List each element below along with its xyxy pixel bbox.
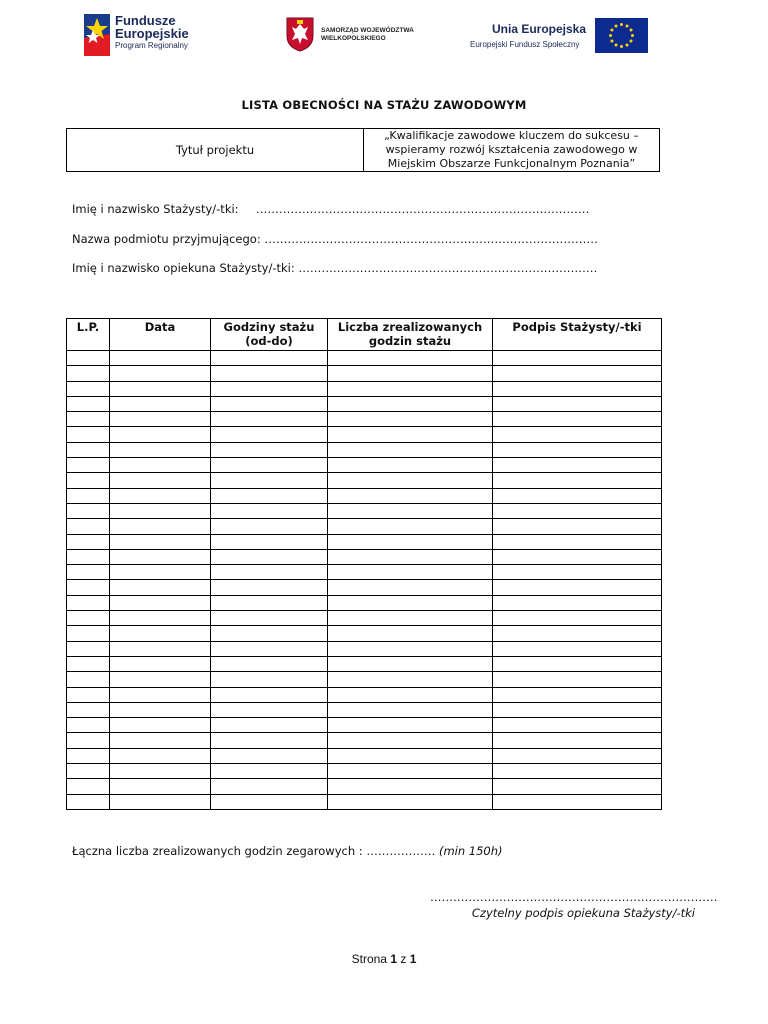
table-row bbox=[67, 641, 662, 656]
eu-star-icon bbox=[620, 23, 623, 26]
fe-line3: Program Regionalny bbox=[115, 41, 188, 50]
cell-hours bbox=[211, 641, 328, 656]
cell-signature bbox=[493, 687, 662, 702]
cell-hours bbox=[211, 473, 328, 488]
cell-hours bbox=[211, 764, 328, 779]
intern-name-dots: …………………………………………………………………………… bbox=[255, 202, 590, 216]
eu-star-icon bbox=[610, 29, 613, 32]
cell-lp bbox=[67, 580, 110, 595]
header-signature: Podpis Stażysty/-tki bbox=[493, 319, 662, 351]
cell-signature bbox=[493, 656, 662, 671]
page-word: Strona bbox=[351, 952, 387, 966]
cell-count bbox=[328, 733, 493, 748]
cell-lp bbox=[67, 366, 110, 381]
header-count: Liczba zrealizowanych godzin stażu bbox=[328, 319, 493, 351]
eu-star-icon bbox=[610, 40, 613, 43]
cell-hours bbox=[211, 534, 328, 549]
cell-count bbox=[328, 595, 493, 610]
cell-signature bbox=[493, 427, 662, 442]
cell-signature bbox=[493, 366, 662, 381]
cell-hours bbox=[211, 549, 328, 564]
header-hours: Godziny stażu (od-do) bbox=[211, 319, 328, 351]
signature-dots: ………………………………………………………………… bbox=[430, 890, 718, 904]
host-name-dots: …………………………………………………………………………… bbox=[264, 232, 598, 246]
table-row bbox=[67, 458, 662, 473]
table-header-row bbox=[67, 319, 662, 351]
table-row bbox=[67, 549, 662, 564]
cell-date bbox=[110, 641, 211, 656]
cell-signature bbox=[493, 381, 662, 396]
cell-count bbox=[328, 442, 493, 457]
cell-count bbox=[328, 534, 493, 549]
cell-signature bbox=[493, 672, 662, 687]
cell-signature bbox=[493, 641, 662, 656]
cell-signature bbox=[493, 412, 662, 427]
cell-hours bbox=[211, 595, 328, 610]
cell-signature bbox=[493, 702, 662, 717]
fe-star-icon bbox=[84, 14, 110, 56]
cell-date bbox=[110, 519, 211, 534]
cell-hours bbox=[211, 672, 328, 687]
cell-signature bbox=[493, 779, 662, 794]
cell-hours bbox=[211, 702, 328, 717]
cell-date bbox=[110, 702, 211, 717]
cell-date bbox=[110, 458, 211, 473]
table-row bbox=[67, 733, 662, 748]
cell-hours bbox=[211, 656, 328, 671]
eu-star-icon bbox=[630, 29, 633, 32]
cell-date bbox=[110, 503, 211, 518]
table-row bbox=[67, 534, 662, 549]
cell-lp bbox=[67, 549, 110, 564]
table-row bbox=[67, 396, 662, 411]
cell-hours bbox=[211, 779, 328, 794]
cell-count bbox=[328, 412, 493, 427]
document-title: LISTA OBECNOŚCI NA STAŻU ZAWODOWYM bbox=[241, 98, 527, 112]
cell-signature bbox=[493, 503, 662, 518]
cell-lp bbox=[67, 718, 110, 733]
table-row bbox=[67, 519, 662, 534]
signature-label: Czytelny podpis opiekuna Stażysty/-tki bbox=[471, 906, 695, 920]
cell-lp bbox=[67, 473, 110, 488]
cell-signature bbox=[493, 595, 662, 610]
cell-hours bbox=[211, 687, 328, 702]
cell-lp bbox=[67, 779, 110, 794]
cell-signature bbox=[493, 580, 662, 595]
tutor-name-field bbox=[72, 261, 597, 275]
cell-date bbox=[110, 549, 211, 564]
cell-date bbox=[110, 534, 211, 549]
fe-line2: Europejskie bbox=[115, 26, 189, 41]
total-hours-label: Łączna liczba zrealizowanych godzin zegarowych : bbox=[72, 844, 363, 858]
page-total: 1 bbox=[409, 952, 417, 966]
cell-hours bbox=[211, 412, 328, 427]
header-date: Data bbox=[110, 319, 211, 351]
cell-signature bbox=[493, 534, 662, 549]
cell-date bbox=[110, 779, 211, 794]
table-row bbox=[67, 488, 662, 503]
host-name-label: Nazwa podmiotu przyjmującego: bbox=[72, 232, 261, 246]
cell-count bbox=[328, 473, 493, 488]
cell-count bbox=[328, 488, 493, 503]
cell-count bbox=[328, 702, 493, 717]
total-hours-note: (min 150h) bbox=[438, 844, 503, 858]
cell-lp bbox=[67, 534, 110, 549]
cell-count bbox=[328, 764, 493, 779]
table-row bbox=[67, 503, 662, 518]
cell-lp bbox=[67, 503, 110, 518]
cell-signature bbox=[493, 351, 662, 366]
cell-date bbox=[110, 611, 211, 626]
cell-count bbox=[328, 672, 493, 687]
eu-star-icon bbox=[631, 34, 634, 37]
cell-signature bbox=[493, 733, 662, 748]
cell-signature bbox=[493, 794, 662, 809]
cell-signature bbox=[493, 519, 662, 534]
cell-hours bbox=[211, 488, 328, 503]
cell-hours bbox=[211, 442, 328, 457]
cell-lp bbox=[67, 748, 110, 763]
cell-count bbox=[328, 656, 493, 671]
total-hours-line bbox=[72, 844, 503, 858]
cell-date bbox=[110, 412, 211, 427]
cell-signature bbox=[493, 549, 662, 564]
intern-name-label: Imię i nazwisko Stażysty/-tki: bbox=[72, 202, 239, 216]
table-row bbox=[67, 779, 662, 794]
cell-count bbox=[328, 641, 493, 656]
table-row bbox=[67, 748, 662, 763]
cell-lp bbox=[67, 733, 110, 748]
cell-lp bbox=[67, 656, 110, 671]
table-row bbox=[67, 794, 662, 809]
cell-date bbox=[110, 488, 211, 503]
cell-hours bbox=[211, 366, 328, 381]
cell-count bbox=[328, 687, 493, 702]
cell-date bbox=[110, 794, 211, 809]
cell-date bbox=[110, 764, 211, 779]
cell-count bbox=[328, 351, 493, 366]
cell-lp bbox=[67, 458, 110, 473]
eu-star-icon bbox=[630, 40, 633, 43]
cell-count bbox=[328, 396, 493, 411]
cell-lp bbox=[67, 381, 110, 396]
cell-count bbox=[328, 794, 493, 809]
table-row bbox=[67, 473, 662, 488]
cell-lp bbox=[67, 672, 110, 687]
eu-star-icon bbox=[626, 44, 629, 47]
cell-date bbox=[110, 748, 211, 763]
sw-line2: WIELKOPOLSKIEGO bbox=[321, 35, 386, 42]
table-row bbox=[67, 672, 662, 687]
cell-date bbox=[110, 565, 211, 580]
page-sep: z bbox=[400, 952, 407, 966]
cell-count bbox=[328, 565, 493, 580]
attendance-table bbox=[66, 318, 662, 810]
table-row bbox=[67, 611, 662, 626]
cell-hours bbox=[211, 626, 328, 641]
eu-flag-icon bbox=[595, 18, 648, 53]
ue-line1: Unia Europejska bbox=[492, 22, 587, 36]
cell-date bbox=[110, 427, 211, 442]
table-row bbox=[67, 381, 662, 396]
cell-lp bbox=[67, 595, 110, 610]
cell-date bbox=[110, 595, 211, 610]
cell-lp bbox=[67, 764, 110, 779]
cell-date bbox=[110, 580, 211, 595]
cell-lp bbox=[67, 611, 110, 626]
cell-hours bbox=[211, 611, 328, 626]
cell-count bbox=[328, 611, 493, 626]
eu-star-icon bbox=[620, 45, 623, 48]
cell-date bbox=[110, 626, 211, 641]
cell-date bbox=[110, 473, 211, 488]
cell-lp bbox=[67, 702, 110, 717]
table-row bbox=[67, 687, 662, 702]
table-row bbox=[67, 412, 662, 427]
host-name-field bbox=[72, 232, 598, 246]
eu-star-icon bbox=[609, 34, 612, 37]
cell-date bbox=[110, 366, 211, 381]
page-footer bbox=[0, 952, 768, 966]
cell-date bbox=[110, 733, 211, 748]
cell-count bbox=[328, 718, 493, 733]
cell-count bbox=[328, 427, 493, 442]
eu-star-icon bbox=[626, 24, 629, 27]
cell-lp bbox=[67, 412, 110, 427]
cell-date bbox=[110, 351, 211, 366]
cell-signature bbox=[493, 748, 662, 763]
cell-hours bbox=[211, 794, 328, 809]
eu-star-icon bbox=[615, 24, 618, 27]
project-label: Tytuł projektu bbox=[67, 129, 364, 171]
table-row bbox=[67, 595, 662, 610]
total-hours-dots: ……………… bbox=[366, 844, 436, 858]
cell-lp bbox=[67, 442, 110, 457]
tutor-name-dots: …………………………………………………………………… bbox=[298, 261, 598, 275]
cell-signature bbox=[493, 473, 662, 488]
cell-lp bbox=[67, 488, 110, 503]
cell-count bbox=[328, 381, 493, 396]
table-row bbox=[67, 626, 662, 641]
cell-hours bbox=[211, 381, 328, 396]
cell-lp bbox=[67, 794, 110, 809]
cell-date bbox=[110, 687, 211, 702]
table-row bbox=[67, 656, 662, 671]
table-row bbox=[67, 442, 662, 457]
cell-count bbox=[328, 519, 493, 534]
cell-signature bbox=[493, 611, 662, 626]
project-box bbox=[66, 128, 660, 172]
cell-count bbox=[328, 779, 493, 794]
cell-hours bbox=[211, 351, 328, 366]
cell-lp bbox=[67, 687, 110, 702]
header-lp: L.P. bbox=[67, 319, 110, 351]
cell-lp bbox=[67, 396, 110, 411]
fundusze-europejskie-logo bbox=[84, 14, 244, 56]
cell-signature bbox=[493, 488, 662, 503]
cell-count bbox=[328, 458, 493, 473]
cell-signature bbox=[493, 442, 662, 457]
cell-signature bbox=[493, 396, 662, 411]
cell-hours bbox=[211, 718, 328, 733]
cell-lp bbox=[67, 351, 110, 366]
cell-count bbox=[328, 580, 493, 595]
cell-signature bbox=[493, 458, 662, 473]
cell-hours bbox=[211, 396, 328, 411]
cell-hours bbox=[211, 519, 328, 534]
cell-signature bbox=[493, 626, 662, 641]
cell-date bbox=[110, 442, 211, 457]
cell-signature bbox=[493, 718, 662, 733]
project-value: „Kwalifikacje zawodowe kluczem do sukcesu – wspieramy rozwój kształcenia zawodowego w Miejskim Obszarze Funkcjonalnym Poznania” bbox=[384, 129, 639, 170]
fe-line1: Fundusze bbox=[115, 13, 176, 28]
unia-europejska-logo bbox=[470, 18, 650, 58]
cell-hours bbox=[211, 565, 328, 580]
cell-date bbox=[110, 656, 211, 671]
intern-name-field bbox=[72, 202, 589, 216]
cell-signature bbox=[493, 764, 662, 779]
sw-line1: SAMORZĄD WOJEWÓDZTWA bbox=[321, 27, 414, 34]
crest-icon bbox=[285, 16, 315, 52]
table-row bbox=[67, 366, 662, 381]
cell-lp bbox=[67, 427, 110, 442]
table-row bbox=[67, 427, 662, 442]
page-current: 1 bbox=[390, 952, 397, 966]
table-row bbox=[67, 565, 662, 580]
cell-count bbox=[328, 626, 493, 641]
cell-date bbox=[110, 718, 211, 733]
cell-date bbox=[110, 396, 211, 411]
table-row bbox=[67, 718, 662, 733]
cell-lp bbox=[67, 519, 110, 534]
cell-lp bbox=[67, 626, 110, 641]
cell-hours bbox=[211, 458, 328, 473]
cell-count bbox=[328, 748, 493, 763]
cell-date bbox=[110, 672, 211, 687]
ue-line2: Europejski Fundusz Społeczny bbox=[470, 40, 580, 49]
table-row bbox=[67, 580, 662, 595]
tutor-name-label: Imię i nazwisko opiekuna Stażysty/-tki: bbox=[72, 261, 295, 275]
cell-lp bbox=[67, 565, 110, 580]
cell-count bbox=[328, 549, 493, 564]
cell-hours bbox=[211, 733, 328, 748]
cell-hours bbox=[211, 580, 328, 595]
cell-count bbox=[328, 503, 493, 518]
cell-date bbox=[110, 381, 211, 396]
table-row bbox=[67, 351, 662, 366]
cell-hours bbox=[211, 427, 328, 442]
cell-hours bbox=[211, 503, 328, 518]
eu-star-icon bbox=[615, 44, 618, 47]
cell-lp bbox=[67, 641, 110, 656]
samorzad-logo bbox=[285, 16, 425, 56]
cell-signature bbox=[493, 565, 662, 580]
cell-hours bbox=[211, 748, 328, 763]
table-row bbox=[67, 764, 662, 779]
table-row bbox=[67, 702, 662, 717]
cell-count bbox=[328, 366, 493, 381]
